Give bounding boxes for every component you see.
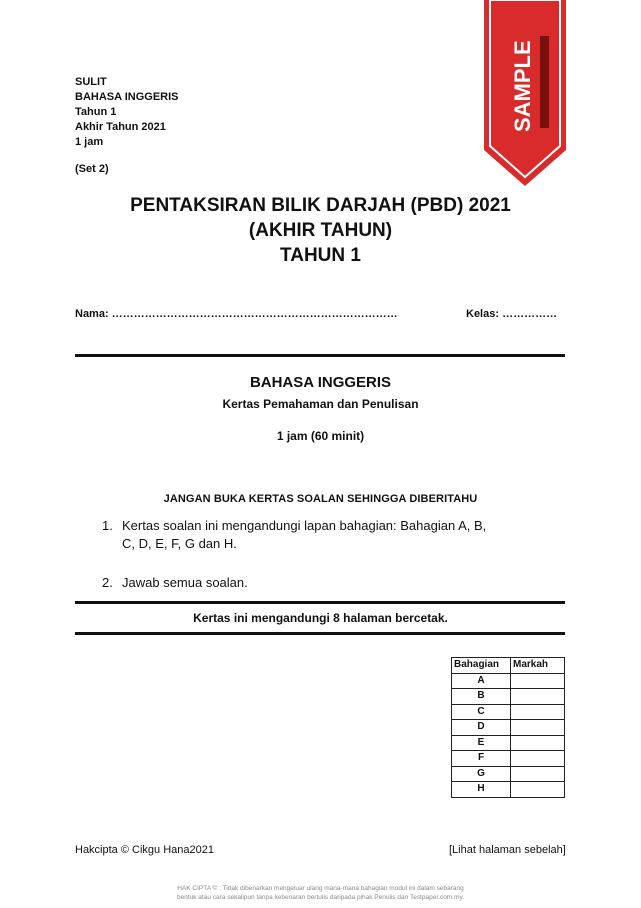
marks-cell[interactable] xyxy=(511,720,565,736)
table-row xyxy=(452,720,565,736)
marks-cell[interactable] xyxy=(511,751,565,767)
sample-stamp xyxy=(484,0,566,186)
class-field[interactable]: Kelas: …………… xyxy=(466,308,558,320)
page-title xyxy=(0,193,641,268)
marks-cell[interactable] xyxy=(511,766,565,782)
header-exam: Akhir Tahun 2021 xyxy=(75,121,166,133)
table-row xyxy=(452,704,565,720)
footer-next-page: [Lihat halaman sebelah] xyxy=(449,844,566,856)
instruction-text: Jawab semua soalan. xyxy=(122,575,248,590)
divider-pages-top xyxy=(75,601,565,604)
table-row xyxy=(452,735,565,751)
paper-type: Kertas Pemahaman dan Penulisan xyxy=(222,397,419,411)
table-header-section: Bahagian xyxy=(452,658,511,674)
section-cell: G xyxy=(452,766,511,782)
table-row xyxy=(452,782,565,798)
section-cell: H xyxy=(452,782,511,798)
marks-cell[interactable] xyxy=(511,689,565,705)
table-row xyxy=(452,689,565,705)
marks-cell[interactable] xyxy=(511,735,565,751)
table-row xyxy=(452,751,565,767)
copyright-line-1: HAK CIPTA © : Tidak dibenarkan mengeluar ulang mana-mana bahagian modul ini dalam sebarang xyxy=(177,885,464,892)
section-cell: A xyxy=(452,673,511,689)
copyright-line-2: bentuk atau cara sekalipun tanpa kebenaran bertulis daripada pihak Penulis dan Testpaper.com.my. xyxy=(176,894,465,901)
instructions-list xyxy=(102,517,502,592)
table-row xyxy=(452,766,565,782)
divider-top xyxy=(75,354,565,357)
table-header-row xyxy=(452,658,565,674)
instruction-text: Kertas soalan ini mengandungi lapan bahagian: Bahagian A, B, C, D, E, F, G dan H. xyxy=(122,518,487,551)
instructions-heading: JANGAN BUKA KERTAS SOALAN SEHINGGA DIBERITAHU xyxy=(163,493,478,505)
section-cell: C xyxy=(452,704,511,720)
instruction-number: 1. xyxy=(102,518,113,533)
marks-cell[interactable] xyxy=(511,673,565,689)
list-item xyxy=(102,517,502,553)
subject-title: BAHASA INGGERIS xyxy=(249,374,392,391)
marks-cell[interactable] xyxy=(511,782,565,798)
header-sulit: SULIT xyxy=(75,76,107,88)
footer-copyright: Hakcipta © Cikgu Hana2021 xyxy=(75,844,214,856)
marks-cell[interactable] xyxy=(511,704,565,720)
header-duration: 1 jam xyxy=(75,136,104,148)
divider-pages-bottom xyxy=(75,632,565,635)
paper-header xyxy=(75,75,179,150)
section-cell: D xyxy=(452,720,511,736)
copyright-notice xyxy=(0,884,641,902)
pages-note: Kertas ini mengandungi 8 halaman bercetak. xyxy=(193,611,448,625)
section-cell: F xyxy=(452,751,511,767)
sample-stamp-label: SAMPLE xyxy=(510,40,535,132)
section-cell: E xyxy=(452,735,511,751)
title-line-3: TAHUN 1 xyxy=(280,245,361,266)
instruction-number: 2. xyxy=(102,575,113,590)
list-item xyxy=(102,574,502,592)
title-line-1: PENTAKSIRAN BILIK DARJAH (PBD) 2021 xyxy=(130,195,511,216)
table-header-marks: Markah xyxy=(511,658,565,674)
table-row xyxy=(452,673,565,689)
marks-table xyxy=(451,657,565,798)
name-field[interactable]: Nama: …………………………………………………………………… xyxy=(75,308,398,320)
section-cell: B xyxy=(452,689,511,705)
header-subject: BAHASA INGGERIS xyxy=(75,91,179,103)
set-label: (Set 2) xyxy=(75,163,109,175)
header-year: Tahun 1 xyxy=(75,106,117,118)
paper-duration: 1 jam (60 minit) xyxy=(276,429,365,443)
title-line-2: (AKHIR TAHUN) xyxy=(248,220,393,241)
